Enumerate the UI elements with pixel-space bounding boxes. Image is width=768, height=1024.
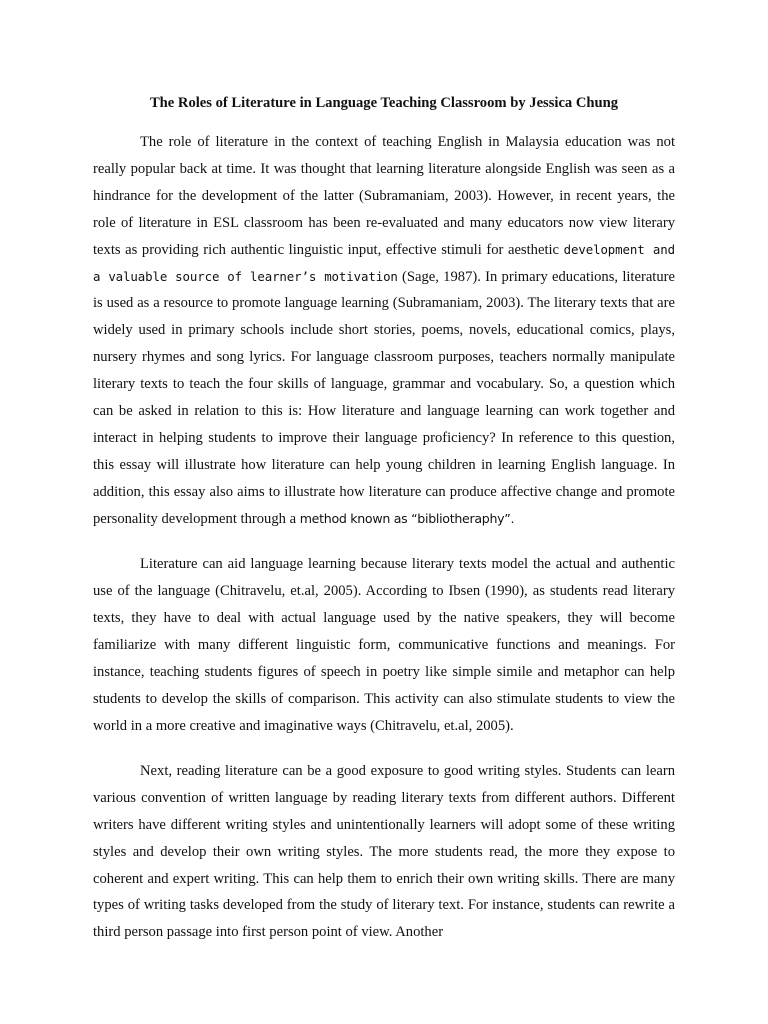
paragraph-1-text-d: method known as “bibliotheraphy”. — [299, 510, 515, 526]
paragraph-2: Literature can aid language learning because literary texts model the actual and authentic use of the language (Chitravelu, et.al, 2005). According to Ibsen (1990), as students read literary texts, they have to deal with actual language used by the native speakers, they will become familiarize with many different linguistic form, communicative functions and meanings. For instance, teaching students figures of speech in poetry like simple simile and metaphor can help students to develop the skills of comparison. This activity can also stimulate students to view the world in a more creative and imaginative ways (Chitravelu, et.al, 2005). — [93, 556, 675, 734]
paragraph-1-text-a: The role of literature in the context of teaching English in Malaysia education was not really popular back at time. It was thought that learning literature alongside English was seen as a hindrance for the development of the latter (Subramaniam, 2003). However, in recent years, the role of literature in ESL classroom has been re-evaluated and many educators now view literary texts as providing rich authentic linguistic input, effective stimuli for aesthetic — [93, 134, 675, 258]
document-title: The Roles of Literature in Language Teaching Classroom by Jessica Chung — [149, 95, 619, 111]
document-body — [93, 129, 675, 946]
paragraph-1 — [93, 129, 675, 533]
paragraph-1-text-c: (Sage, 1987). In primary educations, literature is used as a resource to promote language learning (Subramaniam, 2003). The literary texts that are widely used in primary schools include short stories, poems, novels, educational comics, plays, nursery rhymes and song lyrics. For language classroom purposes, teachers normally manipulate literary texts to teach the four skills of language, grammar and vocabulary. So, a question which can be asked in relation to this is: How literature and language learning can work together and interact in helping students to improve their language proficiency? In reference to this question, this essay will illustrate how literature can help young children in learning English language. In addition, this essay also aims to illustrate how literature can produce affective change and promote personality development through a — [93, 268, 675, 527]
paragraph-3: Next, reading literature can be a good exposure to good writing styles. Students can learn various convention of written language by reading literary texts from different authors. Different writers have different writing styles and unintentionally learners will adopt some of these writing styles and develop their own writing styles. The more students read, the more they expose to coherent and expert writing. This can help them to enrich their own writing skills. There are many types of writing tasks developed from the study of literary text. For instance, students can rewrite a third person passage into first person point of view. Another — [93, 762, 675, 941]
paragraph-1-text-b: development and a valuable source of learner’s motivation — [93, 241, 675, 284]
